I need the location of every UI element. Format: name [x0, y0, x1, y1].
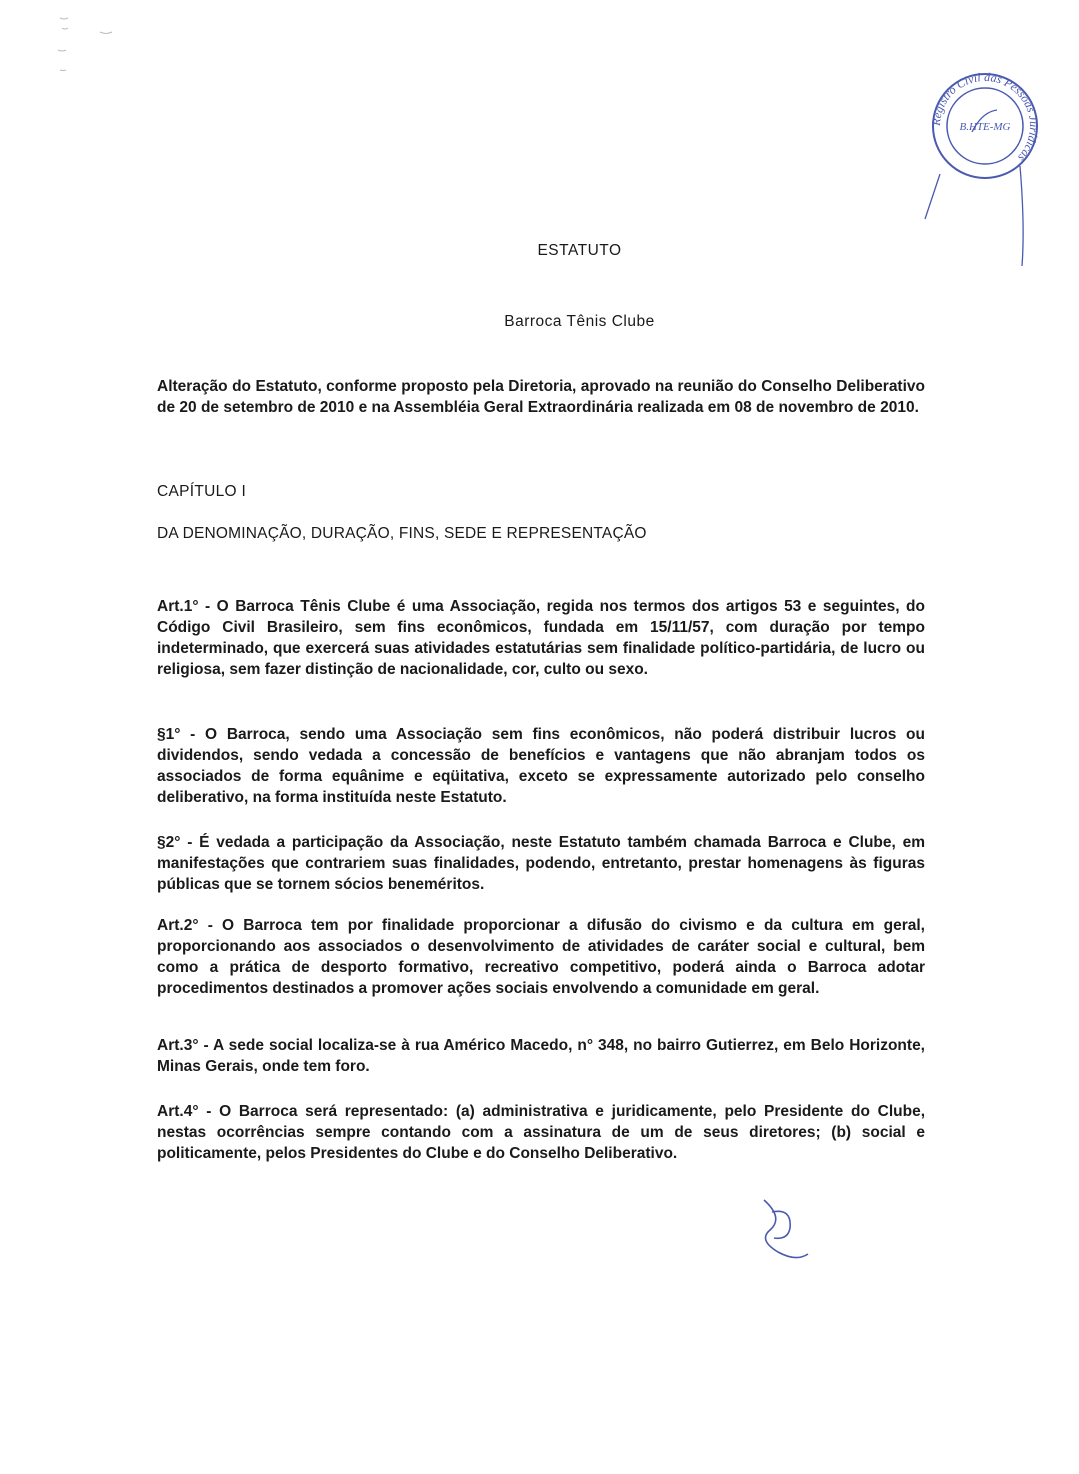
article-4: Art.4° - O Barroca será representado: (a) administrativa e juridicamente, pelo Presidente do Clube, nestas ocorrências sempre contando com a assinatura de um de seus diretores; (b) social e politicamente, pelos Presidentes do Clube e do Conselho Deliberativo. [157, 1103, 925, 1162]
handwritten-signature [752, 1192, 822, 1262]
chapter-heading: CAPÍTULO I [157, 483, 247, 500]
document-title: ESTATUTO [537, 242, 622, 259]
article-1-paragraph-2: §2° - É vedada a participação da Associação, neste Estatuto também chamada Barroca e Clube, em manifestações que contrariem suas finalidades, podendo, entretanto, prestar homenagens às figuras públicas que se tornem sócios beneméritos. [157, 834, 925, 893]
seal-ring-text: Registro Civil das Pessoas Jurídicas [928, 69, 1042, 165]
document-subtitle: Barroca Tênis Clube [504, 313, 655, 330]
intro-paragraph: Alteração do Estatuto, conforme proposto pela Diretoria, aprovado na reunião do Conselho Deliberativo de 20 de setembro de 2010 e na Assembléia Geral Extraordinária realizada em 08 de novembro de 2010. [157, 378, 925, 416]
article-1-paragraph-1: §1° - O Barroca, sendo uma Associação sem fins econômicos, não poderá distribuir lucros ou dividendos, sendo vedada a concessão de benefícios e vantagens que não abranjam todos os associados de forma equânime e eqüitativa, exceto se expressamente autorizado pelo conselho deliberativo, na forma instituída neste Estatuto. [157, 726, 925, 806]
chapter-title: DA DENOMINAÇÃO, DURAÇÃO, FINS, SEDE E REPRESENTAÇÃO [157, 525, 647, 542]
svg-text:Registro Civil das Pessoas Jur [929, 70, 1041, 165]
seal-center-text: B.HTE-MG [959, 121, 1011, 133]
scan-margin-marks [50, 10, 120, 80]
article-3: Art.3° - A sede social localiza-se à rua Américo Macedo, n° 348, no bairro Gutierrez, em Belo Horizonte, Minas Gerais, onde tem foro. [157, 1037, 925, 1075]
article-2: Art.2° - O Barroca tem por finalidade proporcionar a difusão do civismo e da cultura em geral, proporcionando aos associados o desenvolvimento de atividades de caráter social e cultural, bem como a prática de desporto formativo, recreativo competitivo, poderá ainda o Barroca adotar procedimentos destinados a promover ações sociais envolvendo a comunidade em geral. [157, 917, 925, 997]
article-1: Art.1° - O Barroca Tênis Clube é uma Associação, regida nos termos dos artigos 53 e seguintes, do Código Civil Brasileiro, sem fins econômicos, fundada em 15/11/57, com duração por tempo indeterminado, que exercerá suas atividades estatutárias sem finalidade político-partidária, de lucro ou religiosa, sem fazer distinção de nacionalidade, cor, culto ou sexo. [157, 598, 925, 678]
